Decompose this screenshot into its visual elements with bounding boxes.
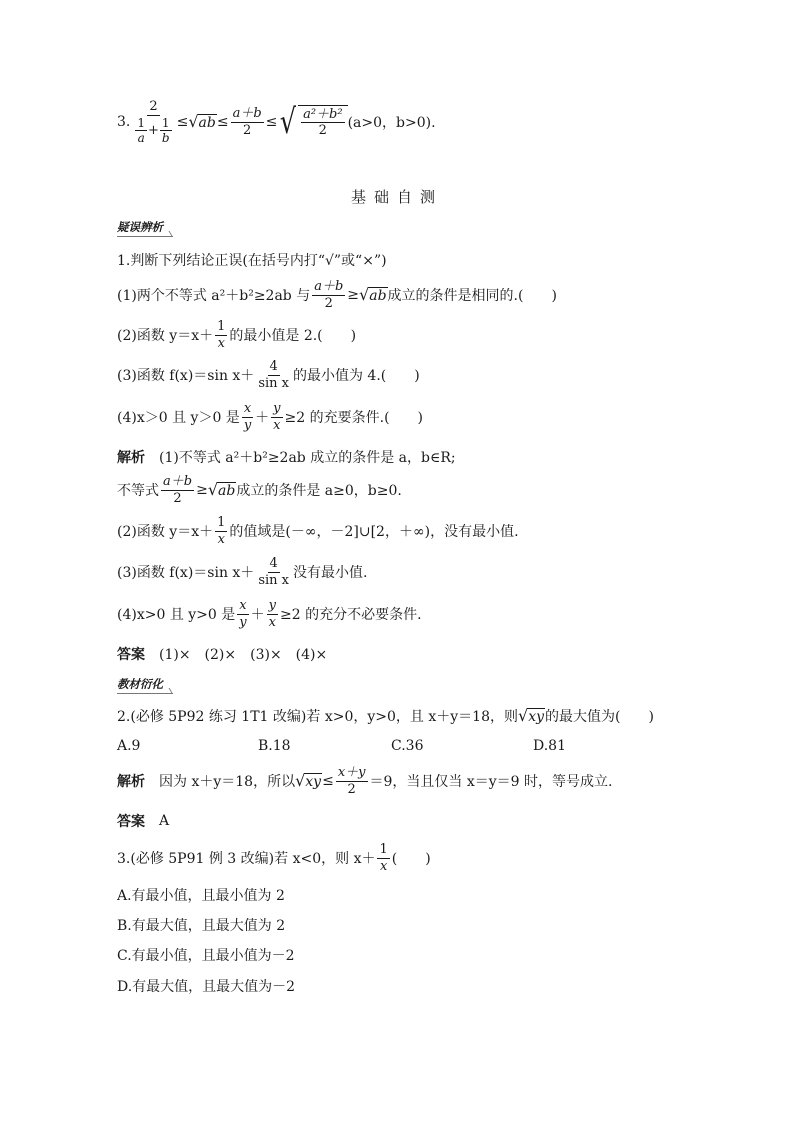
hm-d1-num: 1: [137, 115, 145, 130]
q1-part4: (4)x＞0 且 y＞0 是 x y ＋ $\frac{y}{x}$ ≥2 的充要条件.( ): [117, 401, 423, 433]
hm-d2-den: b: [161, 131, 170, 146]
hm-d1-den: a: [137, 131, 145, 146]
q1-part2: (2)函数 y＝x＋ 1 x 的最小值是 2.( ): [117, 319, 357, 351]
section-title: 基础自测: [350, 188, 443, 206]
q3-stem: 3.(必修 5P91 例 3 改编)若 x<0，则 x＋ 1 x ( ): [117, 842, 431, 874]
hm-plus: +: [148, 122, 159, 138]
q1-part1: (1)两个不等式 a²＋b²≥2ab 与 $\frac{a+b}{2}$ ≥ √ ab 成立的条件是相同的.( ): [117, 279, 557, 311]
q2-option-b[interactable]: B.18: [258, 738, 291, 754]
q1-part3: (3)函数 f(x)＝sin x＋ 4 sin x 的最小值为 4.( ): [117, 359, 420, 391]
a1-answer: 答案 (1)× (2)× (3)× (4)×: [117, 644, 327, 664]
q2-option-a[interactable]: A.9: [117, 738, 141, 754]
section-tag-misconception: 疑误辨析: [117, 219, 173, 237]
q3-option-d[interactable]: D.有最大值，且最大值为－2: [117, 979, 296, 995]
q2-stem: 2.(必修 5P92 练习 1T1 改编)若 x>0，y>0，且 x＋y＝18，则 √ xy 的最大值为( ): [117, 705, 654, 725]
q2-option-d[interactable]: D.81: [533, 738, 566, 754]
hm-numerator: 2: [149, 99, 158, 114]
harmonic-mean-fraction: [132, 100, 174, 145]
sqrt-quadratic-mean: √ a²＋b² 2: [277, 105, 347, 139]
sqrt-ab: √ ab: [188, 111, 216, 131]
formula-inequality-chain: [117, 100, 436, 145]
analysis-label: 解析: [117, 450, 145, 466]
a1-line5: (4)x>0 且 y>0 是 x y ＋ $\frac{y}{x}$ ≥2 的充分不必要条件.: [117, 598, 422, 630]
a1-line4: (3)函数 f(x)＝sin x＋ 4 sin x 没有最小值.: [117, 556, 368, 588]
q2-answer: 答案 A: [117, 813, 170, 830]
q2-option-c[interactable]: C.36: [391, 738, 424, 754]
a1-line2: 不等式 $\frac{a+b}{2}$ ≥ √ ab 成立的条件是 a≥0，b≥0.: [117, 474, 402, 506]
leq-sign: ≤: [176, 114, 189, 131]
leq-sign: ≤: [216, 114, 229, 131]
a1-line3: (2)函数 y＝x＋ 1 x 的值域是(－∞，－2]∪[2，＋∞)，没有最小值.: [117, 515, 519, 547]
formula-prefix: 3.: [117, 114, 131, 131]
section-tag-textbook: 教材衍化: [117, 676, 173, 694]
hm-denominator: [132, 116, 174, 145]
leq-sign: ≤: [265, 114, 278, 131]
q3-option-c[interactable]: C.有最小值，且最小值为－2: [117, 948, 295, 964]
analysis-label: 解析: [117, 774, 145, 791]
answer-label: 答案: [117, 814, 145, 830]
q1-stem: 1.判断下列结论正误(在括号内打“√”或“×”): [117, 253, 387, 269]
hm-d2-num: 1: [161, 115, 170, 130]
arithmetic-mean-fraction: $\frac{a+b}{2}$: [232, 106, 262, 138]
a1-line1: 解析 (1)不等式 a²＋b²≥2ab 成立的条件是 a，b∈R;: [117, 447, 456, 467]
formula-condition: (a>0，b>0).: [347, 115, 436, 132]
q3-option-b[interactable]: B.有最大值，且最大值为 2: [117, 918, 286, 934]
answer-label: 答案: [117, 647, 145, 663]
q3-option-a[interactable]: A.有最小值，且最小值为 2: [117, 888, 285, 904]
q2-explanation: 解析 因为 x＋y＝18，所以 √ xy ≤ $\frac{x+y}{2}$ ＝9，当且仅当 x＝y＝9 时，等号成立.: [117, 765, 613, 797]
